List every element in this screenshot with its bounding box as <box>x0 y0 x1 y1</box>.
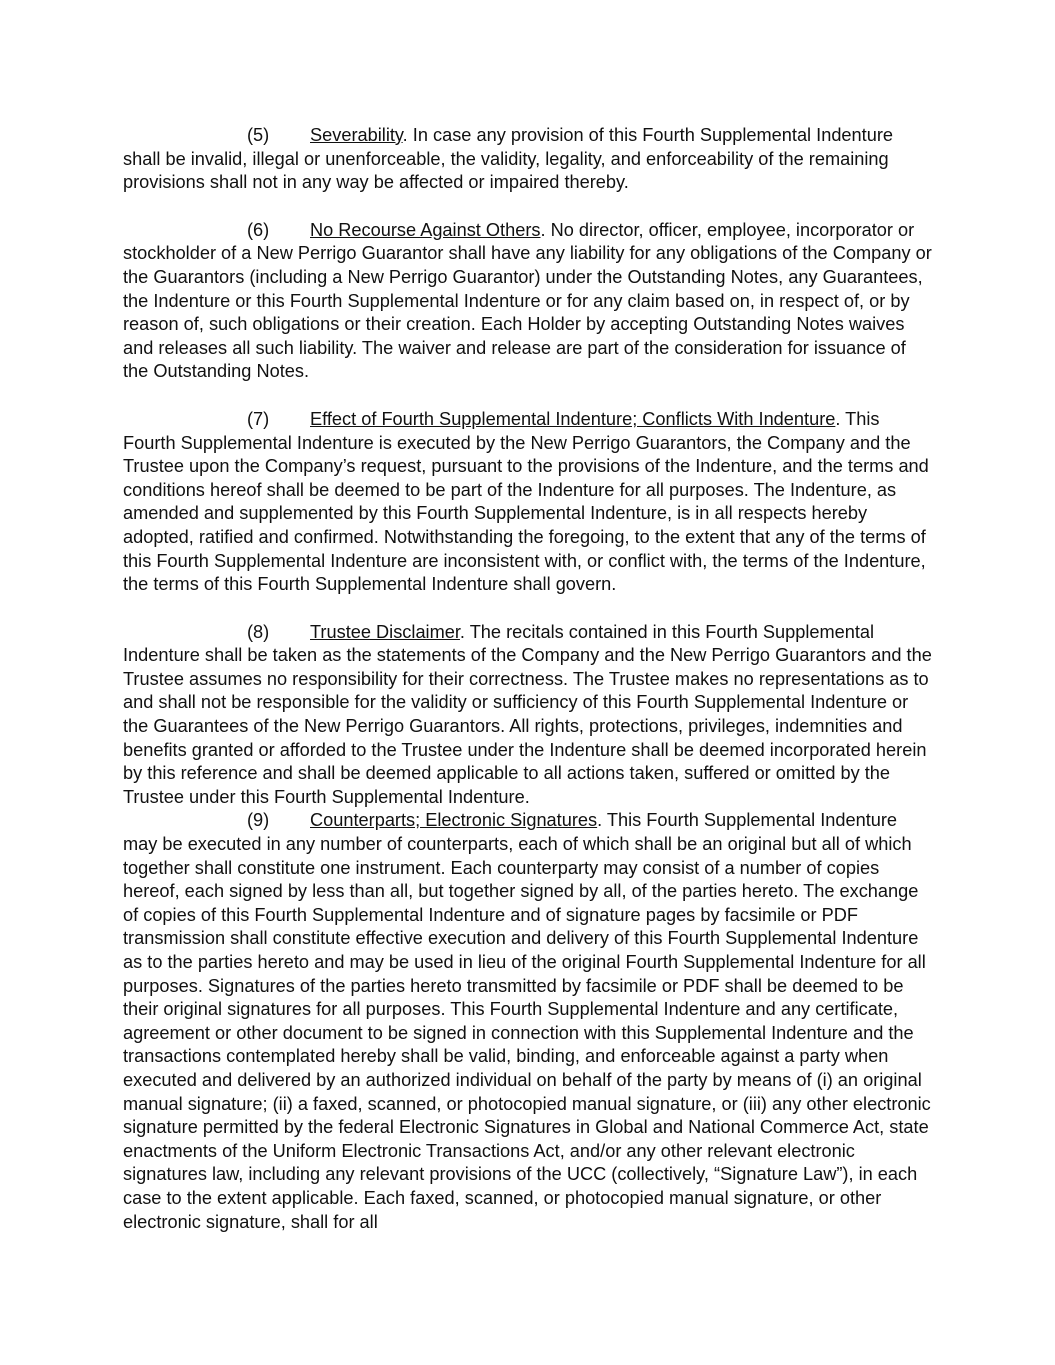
section-text: . In case any provision of this Fourth Supplemental Indenture shall be invalid, illegal or unenforceable, the validity, legality, and enforceability of the remaining provisions shall not in any way be affected or impaired thereby. <box>123 125 894 193</box>
section-text: . This Fourth Supplemental Indenture may be executed in any number of counterparts, each of which shall be an original but all of which together shall constitute one instrument. Each counterparty may consist of a number of copies hereof, each signed by less than all, but together signed by all, of the parties hereto. The exchange of copies of this Fourth Supplemental Indenture and of signature pages by facsimile or PDF transmission shall constitute effective execution and delivery of this Fourth Supplemental Indenture as to the parties hereto and may be used in lieu of the original Fourth Supplemental Indenture for all purposes. Signatures of the parties hereto transmitted by facsimile or PDF shall be deemed to be their original signatures for all purposes. This Fourth Supplemental Indenture and any certificate, agreement or other document to be signed in connection with this Supplemental Indenture and the transactions contemplated hereby shall be valid, binding, and enforceable against a party when executed and delivered by an authorized individual on behalf of the party by means of (i) an original manual signature; (ii) a faxed, scanned, or photocopied manual signature, or (iii) any other electronic signature permitted by the federal Electronic Signatures in Global and National Commerce Act, state enactments of the Uniform Electronic Transactions Act, and/or any other relevant electronic signatures law, including any relevant provisions of the UCC (collectively, “Signature Law”), in each case to the extent applicable. Each faxed, scanned, or photocopied manual signature, or other electronic signature, shall for all <box>123 810 931 1232</box>
section-heading: Counterparts; Electronic Signatures <box>310 810 598 831</box>
section-heading: Severability <box>310 125 403 145</box>
section-number: (5) <box>247 125 270 145</box>
section-7 <box>123 408 933 597</box>
section-number: (6) <box>247 219 270 240</box>
section-text: . This Fourth Supplemental Indenture is executed by the New Perrigo Guarantors, the Company and the Trustee upon the Company’s request, pursuant to the provisions of the Indenture, and the terms and conditions hereof shall be deemed to be part of the Indenture for all purposes. The Indenture, as amended and supplemented by this Fourth Supplemental Indenture, is in all respects hereby adopted, ratified and confirmed. Notwithstanding the foregoing, to the extent that any of the terms of this Fourth Supplemental Indenture are inconsistent with, or conflict with, the terms of the Indenture, the terms of this Fourth Supplemental Indenture shall govern. <box>123 408 929 595</box>
document-page <box>123 124 933 1234</box>
section-heading: No Recourse Against Others <box>310 219 541 240</box>
section-8 <box>123 621 933 810</box>
section-number: (8) <box>247 621 270 642</box>
section-number: (9) <box>247 810 270 831</box>
section-5 <box>123 124 933 195</box>
section-6 <box>123 219 933 384</box>
section-9 <box>123 809 933 1234</box>
section-heading: Effect of Fourth Supplemental Indenture; Conflicts With Indenture <box>310 408 836 429</box>
section-text: . The recitals contained in this Fourth Supplemental Indenture shall be taken as the statements of the Company and the New Perrigo Guarantors and the Trustee assumes no responsibility for their correctness. The Trustee makes no representations as to and shall not be responsible for the validity or sufficiency of this Fourth Supplemental Indenture or the Guarantees of the New Perrigo Guarantors. All rights, protections, privileges, indemnities and benefits granted or afforded to the Trustee under the Indenture shall be deemed incorporated herein by this reference and shall be deemed applicable to all actions taken, suffered or omitted by the Trustee under this Fourth Supplemental Indenture. <box>123 621 932 807</box>
section-number: (7) <box>247 408 270 429</box>
section-heading: Trustee Disclaimer <box>310 621 460 642</box>
section-text: . No director, officer, employee, incorporator or stockholder of a New Perrigo Guarantor shall have any liability for any obligations of the Company or the Guarantors (including a New Perrigo Guarantor) under the Outstanding Notes, any Guarantees, the Indenture or this Fourth Supplemental Indenture or for any claim based on, in respect of, or by reason of, such obligations or their creation. Each Holder by accepting Outstanding Notes waives and releases all such liability. The waiver and release are part of the consideration for issuance of the Outstanding Notes. <box>123 219 932 382</box>
